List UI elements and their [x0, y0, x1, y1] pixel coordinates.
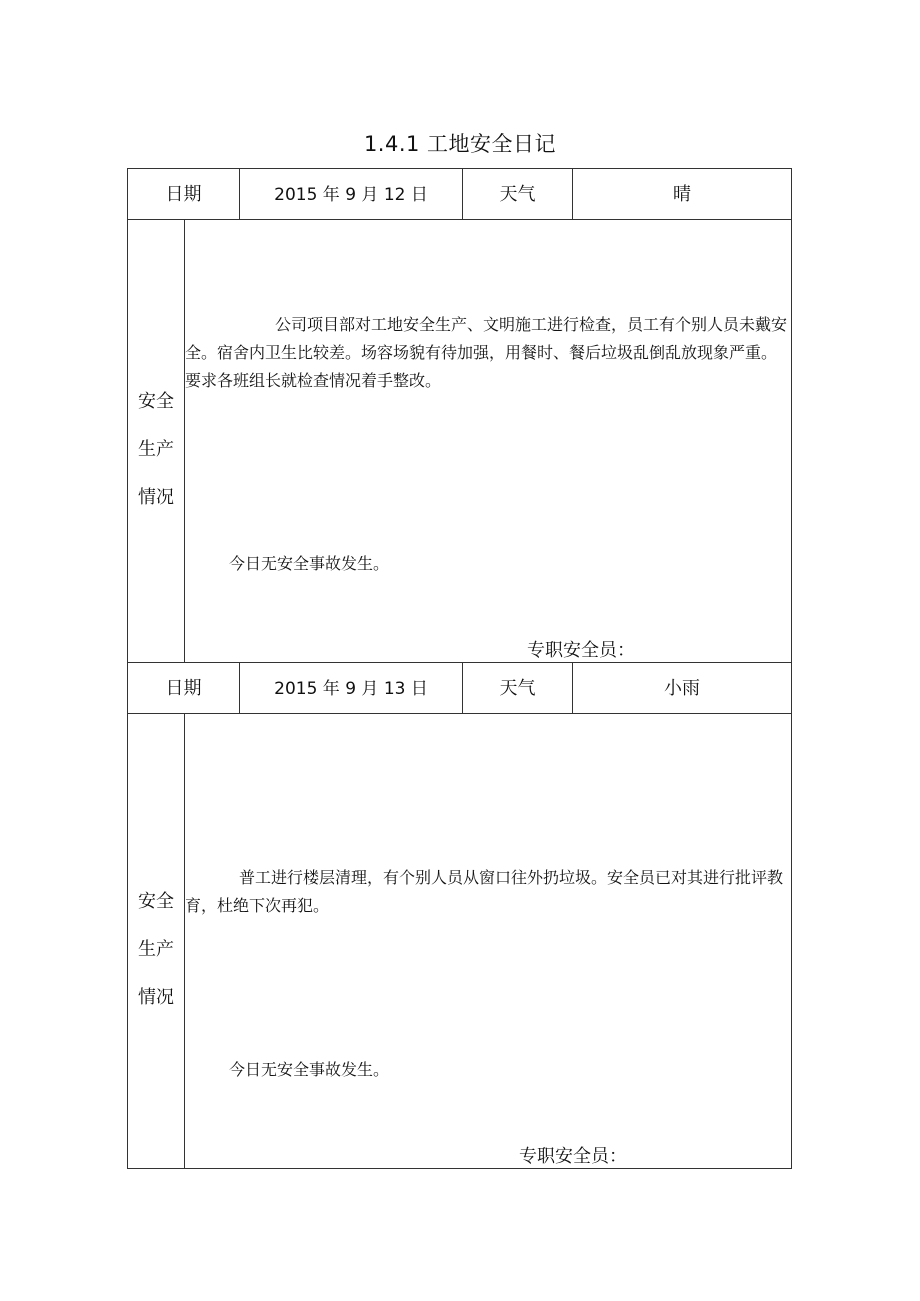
section-label: [128, 878, 184, 1022]
row-divider: [127, 662, 792, 663]
safety-officer-label: 专职安全员：: [519, 1146, 627, 1167]
section-label-line: 情况: [138, 487, 174, 508]
accident-note: 今日无安全事故发生。: [229, 554, 390, 573]
weather-label: 天气: [499, 184, 536, 205]
section-label-line: 安全: [138, 891, 174, 912]
weather-label: 天气: [499, 678, 536, 699]
row-divider: [127, 713, 792, 714]
safety-content: 公司项目部对工地安全生产、文明施工进行检查，员工有个别人员未戴安全。宿舍内卫生比较差。场容场貌有待加强，用餐时、餐后垃圾乱倒乱放现象严重。要求各班组长就检查情况着手整改。: [185, 315, 788, 390]
section-label-line: 安全: [138, 391, 174, 412]
section-label-line: 生产: [138, 439, 174, 460]
section-label: [128, 378, 184, 522]
weather-value: 小雨: [664, 678, 700, 699]
section-label-line: 生产: [138, 939, 174, 960]
date-value: 2015 年 9 月 13 日: [274, 679, 428, 699]
column-divider: [184, 219, 185, 662]
column-divider: [184, 713, 185, 1169]
date-label: 日期: [165, 184, 202, 205]
row-divider: [127, 219, 792, 220]
weather-value: 晴: [673, 184, 691, 205]
accident-note: 今日无安全事故发生。: [229, 1060, 390, 1079]
date-value: 2015 年 9 月 12 日: [274, 185, 428, 205]
date-label: 日期: [165, 678, 202, 699]
page-title: 1.4.1 工地安全日记: [363, 132, 557, 156]
safety-content: 普工进行楼层清理，有个别人员从窗口往外扔垃圾。安全员已对其进行批评教育，杜绝下次再犯。: [185, 868, 784, 915]
section-label-line: 情况: [138, 987, 174, 1008]
safety-officer-label: 专职安全员：: [527, 640, 635, 661]
